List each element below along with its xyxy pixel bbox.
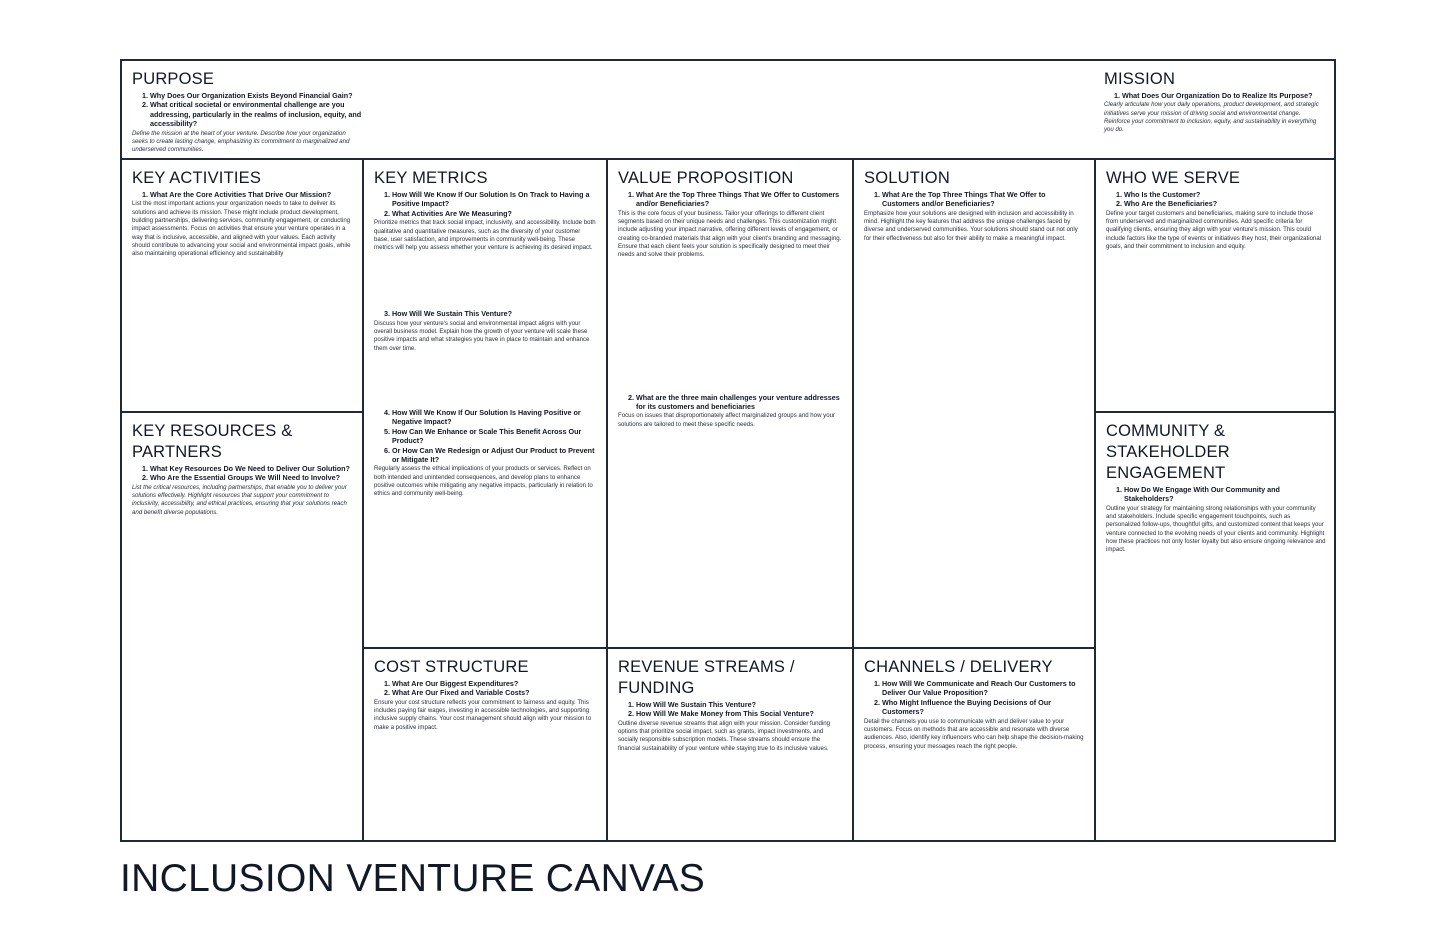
cost-structure-question-1: 1. What Are Our Biggest Expenditures?: [384, 679, 519, 688]
purpose-question-1: 1. Why Does Our Organization Exists Beyond Financial Gain?: [142, 91, 353, 100]
key-metrics-question-5: 5. How Can We Enhance or Scale This Benefit Across Our Product?: [384, 426, 582, 446]
key-activities-section: [122, 158, 362, 411]
key-metrics-description-3: Regularly assess the ethical implications of your products or services. Reflect on both intended and unintended consequences, and develop plans to enhance positive outcomes while mitigating any negative impacts, particularly in relation to ethics and community well-being.: [374, 465, 593, 498]
solution-title: SOLUTION: [864, 169, 950, 187]
who-we-serve-title: WHO WE SERVE: [1106, 169, 1241, 187]
cost-structure-title: COST STRUCTURE: [374, 658, 529, 676]
who-we-serve-question-1: 1. Who Is the Customer?: [1116, 190, 1201, 199]
purpose-title: PURPOSE: [132, 70, 215, 88]
value-proposition-description-1: This is the core focus of your business. Tailor your offerings to different client segments based on their unique needs and challenges. This customization might include adjusting your impact narrative, offering different levels of engagement, or creating co-branded materials that align with your client's branding and messaging. Ensure that each client feels your solution is specifically designed to meet their needs and solve their problems.: [618, 209, 842, 259]
key-metrics-title: KEY METRICS: [374, 169, 488, 187]
venture-canvas: [120, 59, 1336, 842]
value-proposition-title: VALUE PROPOSITION: [618, 169, 794, 187]
key-metrics-question-4: 4. How Will We Know If Our Solution Is Having Positive or Negative Impact?: [384, 408, 581, 427]
solution-question-1: 1. What Are the Top Three Things That We Offer to Customers and/or Beneficiaries?: [874, 190, 1046, 209]
key-resources-question-2: 2. Who Are the Essential Groups We Will Need to Involve?: [142, 473, 341, 483]
key-metrics-description-2: Discuss how your venture's social and environmental impact aligns with your overall business model. Explain how the growth of your venture will scale these positive impacts and what strategies you have in place to maintain and enhance them over time.: [374, 319, 590, 352]
who-we-serve-section: [1094, 158, 1336, 411]
mission-question-1: 1. What Does Our Organization Do to Realize Its Purpose?: [1114, 91, 1313, 100]
key-metrics-question-2: 2. What Activities Are We Measuring?: [384, 208, 512, 218]
channels-description: Detail the channels you use to communicate with and deliver value to your customers. Focus on methods that are accessible and resonate with diverse audiences. Also, identify key influencers who can help shape the decision-making process, ensuring your messages reach the right people.: [864, 717, 1084, 750]
key-metrics-question-3: 3. How Will We Sustain This Venture?: [384, 309, 512, 319]
cost-structure-section: [362, 647, 606, 842]
revenue-description: Outline diverse revenue streams that align with your mission. Consider funding options that prioritize social impact, such as grants, impact investments, and socially responsible subscription models. These streams should ensure the financial sustainability of your venture while staying true to its inclusive values.: [618, 719, 831, 752]
channels-section: [852, 647, 1094, 842]
community-question-1: 1. How Do We Engage With Our Community and Stakeholders?: [1116, 485, 1280, 504]
cost-structure-question-2: 2. What Are Our Fixed and Variable Costs?: [384, 688, 530, 698]
key-metrics-question-1: 1. How Will We Know If Our Solution Is On Track to Having a Positive Impact?: [384, 190, 590, 209]
channels-question-2: 2. Who Might Influence the Buying Decisions of Our Customers?: [874, 697, 1051, 717]
mission-description: Clearly articulate how your daily operations, product development, and strategic initiatives serve your mission of driving social and environmental change. Reinforce your commitment to inclusion, equity, and sustainability in everything you do.: [1104, 101, 1319, 134]
community-title: COMMUNITY & STAKEHOLDER ENGAGEMENT: [1106, 422, 1230, 482]
key-metrics-question-6: 6. Or How Can We Redesign or Adjust Our Product to Prevent or Mitigate It?: [384, 445, 595, 465]
channels-question-1: 1. How Will We Communicate and Reach Our Customers to Deliver Our Value Proposition?: [874, 679, 1076, 698]
key-resources-question-1: 1. What Key Resources Do We Need to Deliver Our Solution?: [142, 464, 350, 473]
value-proposition-question-2: 2. What are the three main challenges your venture addresses for its customers and beneficiaries: [628, 392, 840, 411]
value-proposition-question-1: 1. What Are the Top Three Things That We Offer to Customers and/or Beneficiaries?: [628, 190, 840, 209]
who-we-serve-question-2: 2. Who Are the Beneficiaries?: [1116, 199, 1218, 209]
key-resources-title: KEY RESOURCES & PARTNERS: [132, 422, 293, 461]
key-resources-description: List the critical resources, including partnerships, that enable you to deliver your solutions effectively. Highlight resources that support your commitment to inclusivity, accessibility, and ethical practices, ensuring that your solutions reach and benefit diverse populations.: [132, 483, 347, 516]
purpose-question-2: 2. What critical societal or environmental challenge are you addressing, particularly in the realms of inclusion, equity, and accessibility?: [142, 100, 362, 129]
revenue-question-1: 1. How Will We Sustain This Venture?: [628, 700, 756, 709]
purpose-section: [122, 61, 722, 158]
revenue-question-2: 2. How Will We Make Money from This Social Venture?: [628, 709, 814, 719]
key-activities-description: List the most important actions your organization needs to take to deliver its solutions and achieve its mission. These might include product development, building partnerships, delivering services, community engagement, or conducting impact assessments. Focus on activities that ensure your venture operates in a way that is inclusive, accessible, and aligned with your values. Each activity should contribute to advancing your social and environmental impact goals, while also maintaining operational efficiency and sustainability: [132, 200, 351, 258]
key-resources-section: [122, 411, 362, 842]
revenue-section: [606, 647, 852, 842]
revenue-title: REVENUE STREAMS / FUNDING: [618, 658, 795, 697]
solution-section: [852, 158, 1094, 647]
community-description: Outline your strategy for maintaining strong relationships with your community and stakeholders. Include specific engagement touchpoints, such as personalized follow-ups, thoughtful gifts, and customized content that keeps your venture connected to the evolving needs of your clients and community. Highlight how these practices not only foster loyalty but also ensure ongoing relevance and impact.: [1106, 504, 1326, 554]
value-proposition-description-2: Focus on issues that disproportionately affect marginalized groups and how your solutions are tailored to meet these specific needs.: [618, 412, 836, 428]
mission-section: [1094, 61, 1336, 158]
mission-title: MISSION: [1104, 70, 1176, 88]
key-activities-title: KEY ACTIVITIES: [132, 169, 262, 187]
value-proposition-section: [606, 158, 852, 647]
key-metrics-section: [362, 158, 606, 647]
channels-title: CHANNELS / DELIVERY: [864, 658, 1053, 676]
solution-description: Emphasize how your solutions are designed with inclusion and accessibility in mind. Highlight the key features that address the unique challenges faced by diverse and underserved communities. Your solutions should stand out not only for their effectiveness but also for their ability to make a meaningful impact.: [864, 209, 1078, 242]
who-we-serve-description: Define your target customers and beneficiaries, making sure to include those from underserved and marginalized communities. Add specific criteria for qualifying clients, ensuring they align with your venture's mission. This could include factors like the type of events or initiatives they host, their organizational goals, and their commitment to inclusion and equity.: [1106, 209, 1322, 250]
key-metrics-description-1: Prioritize metrics that track social impact, inclusivity, and accessibility. Include both qualitative and quantitative measures, such as the diversity of your customer base, user satisfaction, and improvements in community well-being. These metrics will help you assess whether your venture is achieving its desired impact.: [374, 219, 596, 252]
canvas-title: INCLUSION VENTURE CANVAS: [120, 857, 706, 900]
key-activities-question-1: 1. What Are the Core Activities That Drive Our Mission?: [142, 190, 332, 199]
cost-structure-description: Ensure your cost structure reflects your commitment to fairness and equity. This includes paying fair wages, investing in accessible technologies, and supporting inclusive supply chains. Your cost management should align with your mission to make a positive impact.: [374, 698, 592, 731]
community-section: [1094, 411, 1336, 842]
purpose-description: Define the mission at the heart of your venture. Describe how your organization seeks to create lasting change, emphasizing its commitment to marginalized and underserved communities.: [132, 129, 350, 154]
